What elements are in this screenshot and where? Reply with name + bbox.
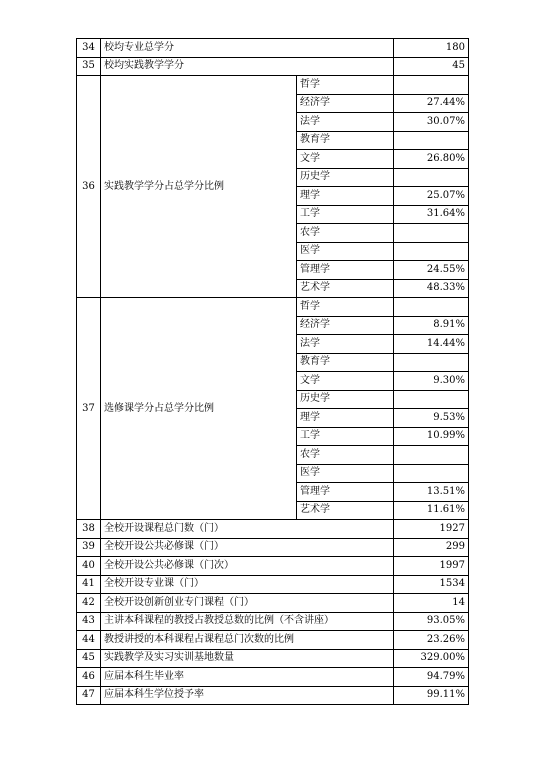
item-name: 全校开设专业课（门） xyxy=(101,575,394,594)
item-name: 全校开设创新创业专门课程（门） xyxy=(101,594,394,613)
statistics-table xyxy=(76,38,469,705)
discipline-name: 经济学 xyxy=(297,94,394,113)
discipline-value xyxy=(394,353,469,372)
discipline-name: 教育学 xyxy=(297,353,394,372)
row-number: 42 xyxy=(77,594,101,613)
table-row xyxy=(77,612,469,631)
item-value: 180 xyxy=(394,39,469,58)
item-value: 94.79% xyxy=(394,668,469,687)
discipline-value: 11.61% xyxy=(394,501,469,520)
row-number: 44 xyxy=(77,631,101,650)
discipline-value: 13.51% xyxy=(394,483,469,502)
discipline-value: 30.07% xyxy=(394,113,469,132)
discipline-value xyxy=(394,168,469,187)
item-name: 校均实践教学学分 xyxy=(101,57,394,76)
row-number: 46 xyxy=(77,668,101,687)
discipline-name: 农学 xyxy=(297,224,394,243)
discipline-value: 48.33% xyxy=(394,279,469,298)
discipline-value: 8.91% xyxy=(394,316,469,335)
item-value: 1927 xyxy=(394,520,469,539)
table-row xyxy=(77,298,469,317)
item-value: 299 xyxy=(394,538,469,557)
discipline-name: 历史学 xyxy=(297,168,394,187)
discipline-value xyxy=(394,390,469,409)
discipline-name: 艺术学 xyxy=(297,501,394,520)
item-name: 校均专业总学分 xyxy=(101,39,394,58)
table-row xyxy=(77,538,469,557)
discipline-value xyxy=(394,464,469,483)
discipline-name: 管理学 xyxy=(297,483,394,502)
discipline-name: 工学 xyxy=(297,427,394,446)
discipline-value: 31.64% xyxy=(394,205,469,224)
item-value: 1534 xyxy=(394,575,469,594)
row-number: 37 xyxy=(77,298,101,520)
item-value: 329.00% xyxy=(394,649,469,668)
table-row xyxy=(77,686,469,705)
discipline-value xyxy=(394,242,469,261)
item-name: 教授讲授的本科课程占课程总门次数的比例 xyxy=(101,631,394,650)
row-number: 43 xyxy=(77,612,101,631)
item-name: 应届本科生学位授予率 xyxy=(101,686,394,705)
row-number: 47 xyxy=(77,686,101,705)
row-number: 41 xyxy=(77,575,101,594)
row-number: 38 xyxy=(77,520,101,539)
item-name: 主讲本科课程的教授占教授总数的比例（不含讲座） xyxy=(101,612,394,631)
item-value: 1997 xyxy=(394,557,469,576)
discipline-name: 医学 xyxy=(297,464,394,483)
table-row xyxy=(77,557,469,576)
table-row xyxy=(77,520,469,539)
discipline-name: 法学 xyxy=(297,335,394,354)
discipline-name: 哲学 xyxy=(297,298,394,317)
discipline-value: 9.53% xyxy=(394,409,469,428)
row-number: 40 xyxy=(77,557,101,576)
discipline-name: 工学 xyxy=(297,205,394,224)
row-number: 34 xyxy=(77,39,101,58)
discipline-value: 24.55% xyxy=(394,261,469,280)
discipline-value xyxy=(394,446,469,465)
table-row xyxy=(77,575,469,594)
item-value: 23.26% xyxy=(394,631,469,650)
table-row xyxy=(77,76,469,95)
item-value: 14 xyxy=(394,594,469,613)
table-row xyxy=(77,668,469,687)
discipline-name: 管理学 xyxy=(297,261,394,280)
discipline-value: 9.30% xyxy=(394,372,469,391)
discipline-name: 农学 xyxy=(297,446,394,465)
table-row xyxy=(77,39,469,58)
discipline-value: 26.80% xyxy=(394,150,469,169)
item-name: 实践教学学分占总学分比例 xyxy=(101,76,297,298)
table-row xyxy=(77,649,469,668)
item-name: 全校开设公共必修课（门次） xyxy=(101,557,394,576)
item-name: 全校开设公共必修课（门） xyxy=(101,538,394,557)
discipline-name: 教育学 xyxy=(297,131,394,150)
item-name: 全校开设课程总门数（门） xyxy=(101,520,394,539)
table-row xyxy=(77,631,469,650)
item-name: 应届本科生毕业率 xyxy=(101,668,394,687)
discipline-name: 文学 xyxy=(297,372,394,391)
item-value: 93.05% xyxy=(394,612,469,631)
discipline-value xyxy=(394,76,469,95)
table-row xyxy=(77,57,469,76)
discipline-value xyxy=(394,224,469,243)
row-number: 36 xyxy=(77,76,101,298)
discipline-name: 理学 xyxy=(297,187,394,206)
discipline-value: 10.99% xyxy=(394,427,469,446)
discipline-value: 14.44% xyxy=(394,335,469,354)
discipline-value xyxy=(394,298,469,317)
item-name: 选修课学分占总学分比例 xyxy=(101,298,297,520)
discipline-name: 艺术学 xyxy=(297,279,394,298)
discipline-value: 25.07% xyxy=(394,187,469,206)
discipline-name: 历史学 xyxy=(297,390,394,409)
item-value: 45 xyxy=(394,57,469,76)
discipline-value xyxy=(394,131,469,150)
discipline-name: 法学 xyxy=(297,113,394,132)
item-value: 99.11% xyxy=(394,686,469,705)
table-row xyxy=(77,594,469,613)
discipline-name: 医学 xyxy=(297,242,394,261)
item-name: 实践教学及实习实训基地数量 xyxy=(101,649,394,668)
discipline-name: 理学 xyxy=(297,409,394,428)
discipline-name: 文学 xyxy=(297,150,394,169)
row-number: 35 xyxy=(77,57,101,76)
discipline-name: 哲学 xyxy=(297,76,394,95)
discipline-name: 经济学 xyxy=(297,316,394,335)
row-number: 45 xyxy=(77,649,101,668)
row-number: 39 xyxy=(77,538,101,557)
discipline-value: 27.44% xyxy=(394,94,469,113)
